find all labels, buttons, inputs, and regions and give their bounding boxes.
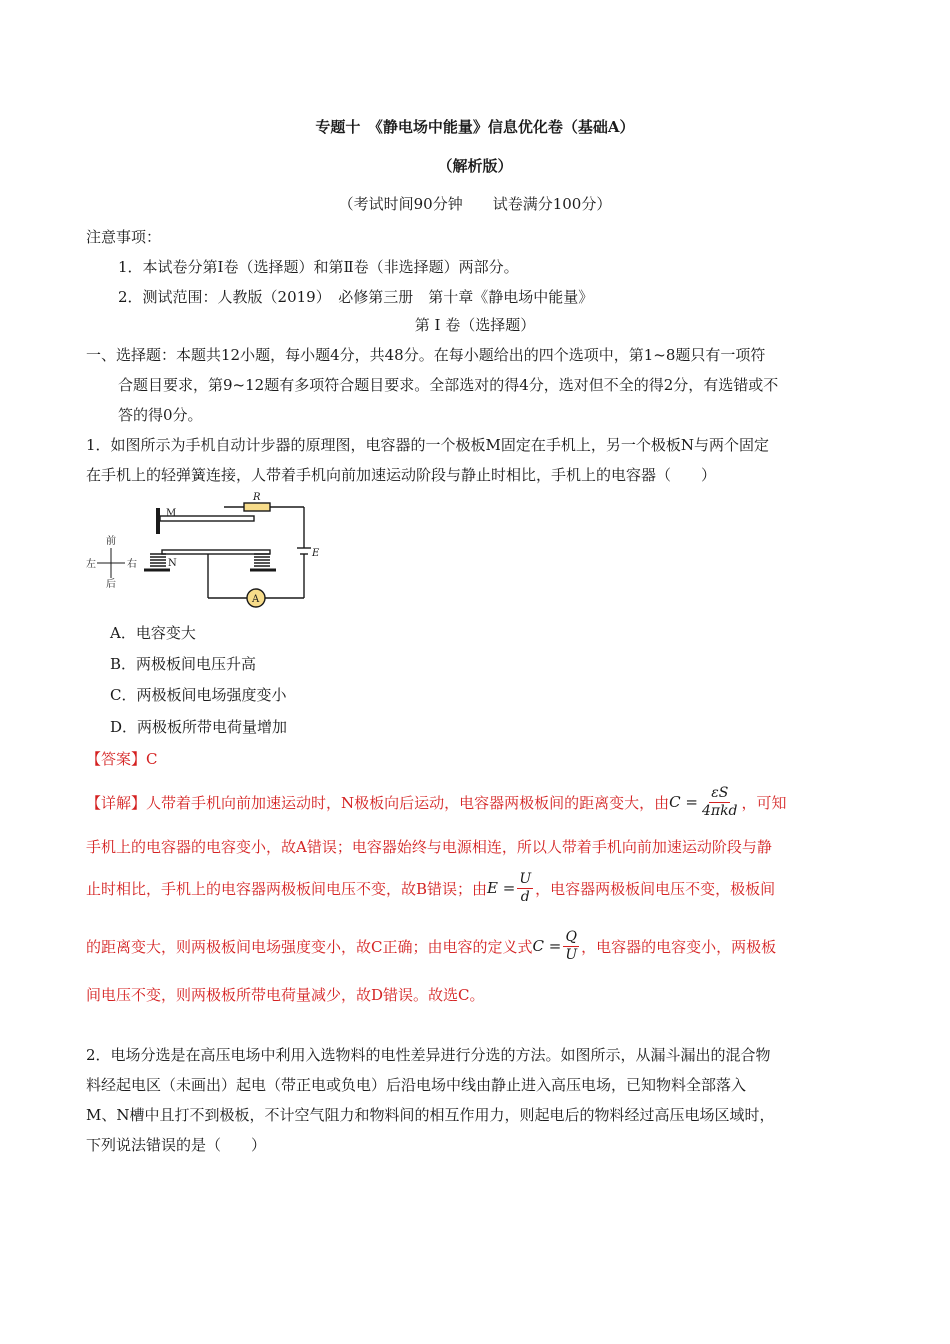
plate-m-label: M — [166, 508, 177, 519]
detail-text: 【详解】人带着手机向前加速运动时，N极板向后运动，电容器两极板间的距离变大，由 — [86, 793, 670, 812]
detail-text: 的距离变大，则两极板间电场强度变小，故C正确；由电容的定义式 — [86, 937, 533, 956]
notice-item: 2．测试范围：人教版（2019） 必修第三册 第十章《静电场中能量》 — [118, 288, 594, 306]
formula-lhs: C = — [532, 937, 562, 955]
detail-line-4 — [86, 926, 776, 966]
formula-lhs: E = — [487, 879, 516, 897]
detail-line-2: 手机上的电容器的电容变小，故A错误；电容器始终与电源相连，所以人带着手机向前加速运动阶段与静 — [86, 838, 772, 856]
field-formula — [517, 871, 533, 906]
question-stem-line: M、N槽中且打不到极板，不计空气阻力和物料间的相互作用力，则起电后的物料经过高压电场区域时， — [86, 1106, 775, 1124]
detail-text: 止时相比，手机上的电容器两极板间电压不变，故B错误；由 — [86, 879, 488, 898]
detail-text: ，电容器的电容变小，两极板 — [581, 937, 777, 956]
formula-lhs: C = — [669, 793, 698, 811]
option-b: B．两极板间电压升高 — [110, 655, 257, 673]
option-c: C．两极板间电场强度变小 — [110, 686, 287, 704]
detail-text: ，电容器两极板间电压不变，极板间 — [535, 879, 776, 898]
battery-label: E — [312, 548, 320, 559]
detail-line-3 — [86, 868, 775, 908]
dir-right-label: 右 — [127, 559, 137, 570]
option-a: A．电容变大 — [110, 624, 196, 642]
capacitance-formula — [700, 785, 740, 820]
formula-denominator: d — [520, 888, 530, 905]
page-subtitle: （解析版） — [437, 157, 513, 175]
formula-denominator: 4πkd — [701, 802, 738, 819]
question-stem-line: 在手机上的轻弹簧连接，人带着手机向前加速运动阶段与静止时相比，手机上的电容器（ ） — [86, 466, 717, 484]
detail-line-1 — [86, 782, 787, 822]
section-title: 第 Ⅰ 卷（选择题） — [414, 316, 536, 334]
option-d: D．两极板所带电荷量增加 — [110, 718, 288, 736]
question-stem-line: 料经起电区（未画出）起电（带正电或负电）后沿电场中线由静止进入高压电场，已知物料全部落入 — [86, 1076, 747, 1094]
section-intro-line: 答的得0分。 — [118, 406, 203, 424]
pedometer-circuit-diagram — [84, 490, 344, 610]
formula-denominator: U — [565, 946, 578, 963]
page-title: 专题十 《静电场中能量》信息优化卷（基础A） — [315, 118, 635, 136]
question-stem-line: 2．电场分选是在高压电场中利用入选物料的电性差异进行分选的方法。如图所示，从漏斗漏出的混合物 — [86, 1046, 771, 1064]
detail-text: ，可知 — [741, 793, 787, 812]
dir-front-label: 前 — [106, 536, 116, 547]
capacitance-definition-formula — [563, 929, 579, 964]
dir-left-label: 左 — [86, 559, 96, 570]
exam-info: （考试时间90分钟 试卷满分100分） — [338, 195, 612, 213]
plate-n-label: N — [168, 558, 177, 569]
section-intro-line: 一、选择题：本题共12小题，每小题4分，共48分。在每小题给出的四个选项中，第1~8题只有一项符 — [86, 346, 766, 364]
resistor-label: R — [253, 492, 261, 503]
question-stem-line: 下列说法错误的是（ ） — [86, 1136, 267, 1154]
formula-numerator: Q — [565, 928, 577, 945]
section-intro-line: 合题目要求，第9~12题有多项符合题目要求。全部选对的得4分，选对但不全的得2分，有选错或不 — [118, 376, 779, 394]
notice-item: 1．本试卷分第Ⅰ卷（选择题）和第Ⅱ卷（非选择题）两部分。 — [118, 258, 519, 276]
question-stem-line: 1．如图所示为手机自动计步器的原理图，电容器的一个极板M固定在手机上，另一个极板N与两个固定 — [86, 436, 770, 454]
formula-numerator: U — [519, 870, 532, 887]
ammeter-label: A — [252, 594, 260, 605]
answer: 【答案】C — [86, 750, 158, 768]
notice-heading: 注意事项： — [86, 228, 162, 246]
detail-line-5: 间电压不变，则两极板所带电荷量减少，故D错误。故选C。 — [86, 986, 485, 1004]
dir-back-label: 后 — [106, 579, 116, 590]
formula-numerator: εS — [711, 784, 729, 801]
